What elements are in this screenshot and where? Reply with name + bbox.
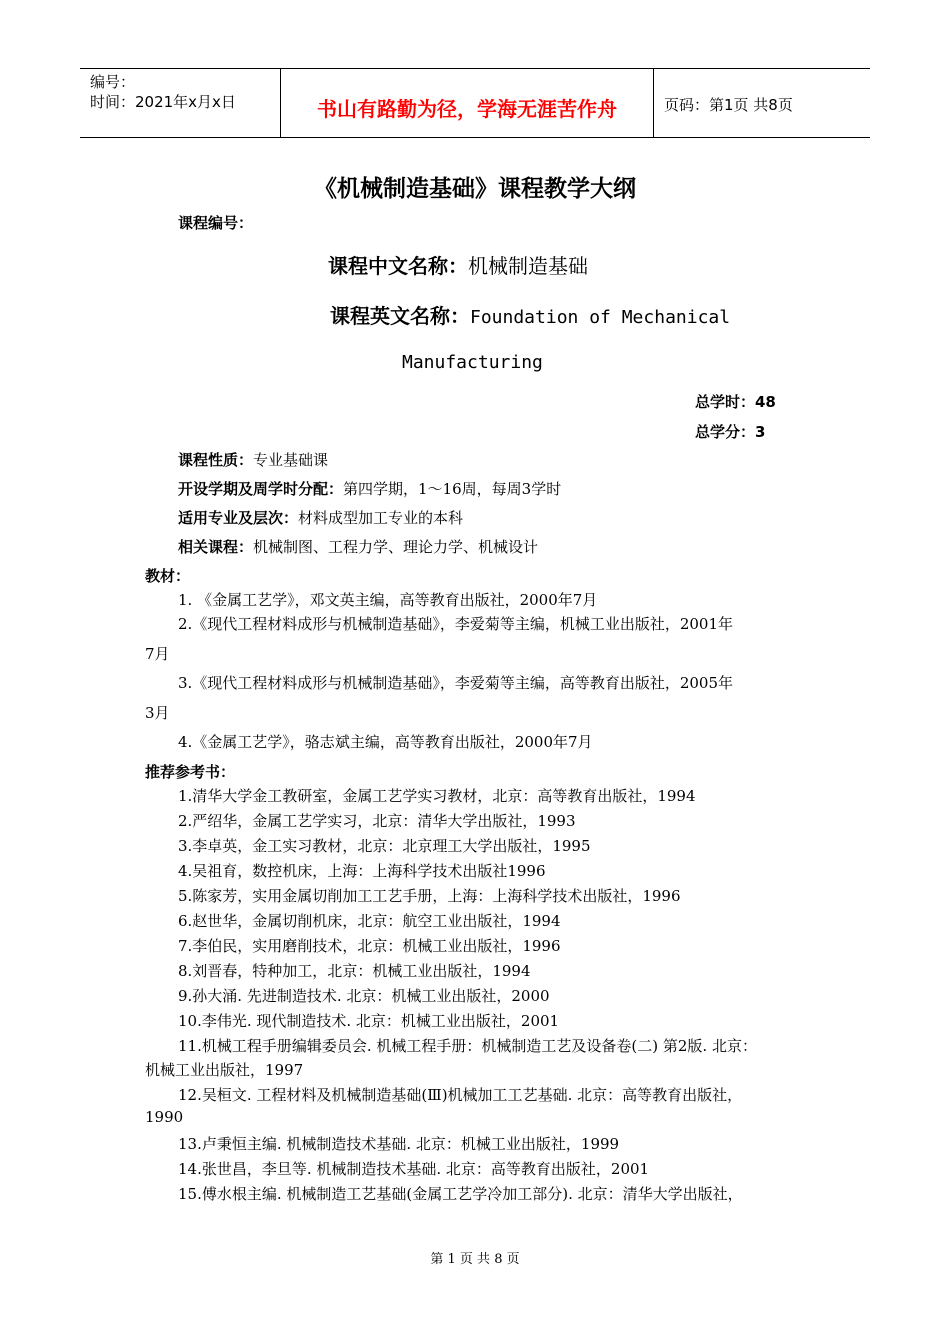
semester-value: 第四学期，1～16周，每周3学时 <box>343 480 562 498</box>
course-related <box>178 536 538 557</box>
course-nature <box>178 449 328 470</box>
header-left-cell <box>80 69 281 137</box>
reference-item: 12.吴桓文. 工程材料及机械制造基础(Ⅲ)机械加工工艺基础. 北京：高等教育出版社， <box>178 1086 743 1104</box>
reference-item: 8.刘晋春，特种加工，北京：机械工业出版社，1994 <box>178 962 531 980</box>
related-label: 相关课程： <box>178 538 254 556</box>
reference-item: 15.傅水根主编. 机械制造工艺基础(金属工艺学冷加工部分). 北京：清华大学出版社， <box>178 1185 743 1203</box>
header-center-cell <box>281 69 654 137</box>
reference-item: 13.卢秉恒主编. 机械制造技术基础. 北京：机械工业出版社，1999 <box>178 1135 620 1153</box>
related-value: 机械制图、工程力学、理论力学、机械设计 <box>253 538 539 556</box>
reference-item-cont: 1990 <box>145 1108 184 1126</box>
cn-name-value: 机械制造基础 <box>468 254 588 278</box>
reference-item: 2.严绍华，金属工艺学实习，北京：清华大学出版社，1993 <box>178 812 576 830</box>
total-hours: 总学时：48 <box>695 393 776 411</box>
reference-item: 1.清华大学金工教研室，金属工艺学实习教材，北京：高等教育出版社，1994 <box>178 787 696 805</box>
reference-item: 6.赵世华，金属切削机床，北京：航空工业出版社，1994 <box>178 912 561 930</box>
en-name-value-2: Manufacturing <box>402 352 543 373</box>
textbooks-heading: 教材： <box>145 567 191 585</box>
nature-value: 专业基础课 <box>253 451 329 469</box>
total-credits: 总学分：3 <box>695 423 766 441</box>
reference-item: 3.李卓英，金工实习教材，北京：北京理工大学出版社，1995 <box>178 837 591 855</box>
major-value: 材料成型加工专业的本科 <box>298 509 464 527</box>
reference-item: 11.机械工程手册编辑委员会. 机械工程手册：机械制造工艺及设备卷(二) 第2版. 北京： <box>178 1037 757 1055</box>
major-label: 适用专业及层次： <box>178 509 299 527</box>
reference-item: 14.张世昌，李旦等. 机械制造技术基础. 北京：高等教育出版社，2001 <box>178 1160 650 1178</box>
textbook-item: 1. 《金属工艺学》，邓文英主编，高等教育出版社，2000年7月 <box>178 591 598 609</box>
cn-name-label: 课程中文名称： <box>328 254 468 278</box>
nature-label: 课程性质： <box>178 451 254 469</box>
reference-item: 5.陈家芳，实用金属切削加工工艺手册，上海：上海科学技术出版社，1996 <box>178 887 681 905</box>
page-footer: 第 1 页 共 8 页 <box>430 1252 520 1267</box>
document-title: 《机械制造基础》课程教学大纲 <box>314 176 636 202</box>
en-name-line <box>330 300 730 329</box>
textbook-item: 3.《现代工程材料成形与机械制造基础》，李爱菊等主编，高等教育出版社，2005年 <box>178 674 733 692</box>
header-page-info: 页码：第1页 共8页 <box>664 96 793 114</box>
number-label: 编号： <box>90 73 136 91</box>
reference-item: 9.孙大涌. 先进制造技术. 北京：机械工业出版社，2000 <box>178 987 550 1005</box>
page-header-table <box>80 68 870 138</box>
en-name-value-1: Foundation of Mechanical <box>470 307 731 328</box>
course-code-label: 课程编号： <box>178 214 254 232</box>
header-motto: 书山有路勤为径，学海无涯苦作舟 <box>317 97 617 121</box>
cn-name-line <box>328 250 588 279</box>
course-semester <box>178 478 561 499</box>
course-major <box>178 507 463 528</box>
textbook-item: 4.《金属工艺学》，骆志斌主编，高等教育出版社，2000年7月 <box>178 733 593 751</box>
reference-item: 4.吴祖育，数控机床，上海：上海科学技术出版社1996 <box>178 862 546 880</box>
reference-item: 10.李伟光. 现代制造技术. 北京：机械工业出版社，2001 <box>178 1012 560 1030</box>
textbook-item-cont: 7月 <box>145 645 170 663</box>
reference-item-cont: 机械工业出版社，1997 <box>145 1061 304 1079</box>
reference-item: 7.李伯民，实用磨削技术，北京：机械工业出版社，1996 <box>178 937 561 955</box>
textbook-item: 2.《现代工程材料成形与机械制造基础》，李爱菊等主编，机械工业出版社，2001年 <box>178 615 733 633</box>
time-label: 时间：2021年x月x日 <box>90 93 236 111</box>
textbook-item-cont: 3月 <box>145 704 170 722</box>
semester-label: 开设学期及周学时分配： <box>178 480 344 498</box>
references-heading: 推荐参考书： <box>145 763 236 781</box>
header-right-cell <box>654 69 870 137</box>
en-name-label: 课程英文名称： <box>330 304 470 328</box>
